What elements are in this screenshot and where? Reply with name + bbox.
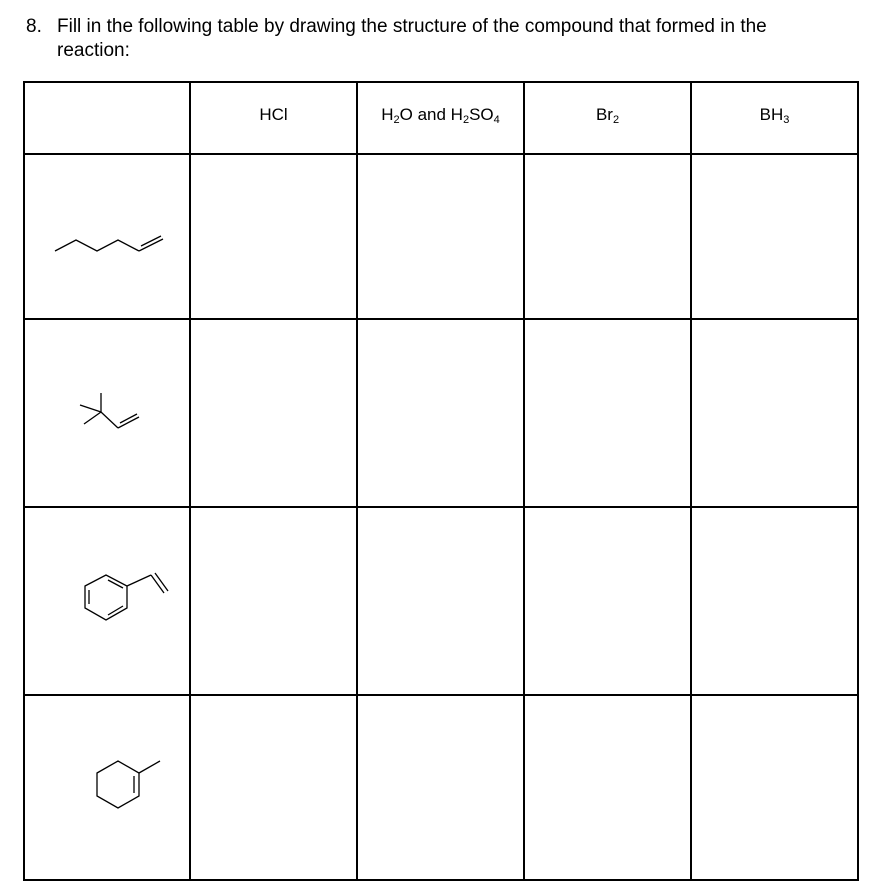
answer-cell-hcl[interactable]	[190, 154, 357, 319]
answer-cell-bh3[interactable]	[691, 319, 858, 507]
reagent-label: $Br_2$	[595, 104, 620, 126]
table-row	[24, 507, 858, 695]
reagent-header-hcl	[190, 82, 357, 154]
answer-cell-h2o-h2so4[interactable]	[357, 319, 524, 507]
styrene-structure	[25, 566, 189, 636]
1-methylcyclohexene-structure	[25, 753, 189, 823]
starting-material-cell	[24, 154, 190, 319]
answer-cell-br2[interactable]	[524, 154, 691, 319]
reagent-header-bh3	[691, 82, 858, 154]
answer-cell-bh3[interactable]	[691, 695, 858, 880]
table-row	[24, 319, 858, 507]
answer-cell-bh3[interactable]	[691, 154, 858, 319]
starting-material-cell	[24, 695, 190, 880]
answer-cell-hcl[interactable]	[190, 695, 357, 880]
3,3-dimethyl-1-butene-structure	[25, 383, 189, 443]
reaction-table-container	[23, 81, 850, 877]
question-number: 8.	[26, 16, 42, 37]
1-hexene-structure	[25, 207, 189, 267]
table-row	[24, 695, 858, 880]
reagent-header-br2	[524, 82, 691, 154]
answer-cell-br2[interactable]	[524, 507, 691, 695]
answer-cell-br2[interactable]	[524, 695, 691, 880]
header-corner-cell	[24, 82, 190, 154]
answer-cell-h2o-h2so4[interactable]	[357, 507, 524, 695]
header-row	[24, 82, 858, 154]
starting-material-cell	[24, 507, 190, 695]
answer-cell-bh3[interactable]	[691, 507, 858, 695]
answer-cell-h2o-h2so4[interactable]	[357, 695, 524, 880]
reagent-label: $H_2O$ and $H_2SO_4$	[381, 104, 500, 126]
answer-cell-h2o-h2so4[interactable]	[357, 154, 524, 319]
reagent-label: $BH_3$	[759, 104, 790, 126]
reagent-label: HCl	[259, 105, 288, 124]
reaction-table	[23, 81, 859, 881]
reagent-header-h2o-h2so4	[357, 82, 524, 154]
answer-cell-hcl[interactable]	[190, 507, 357, 695]
starting-material-cell	[24, 319, 190, 507]
question-text: Fill in the following table by drawing the structure of the compound that formed in the reaction:	[57, 16, 767, 61]
answer-cell-br2[interactable]	[524, 319, 691, 507]
table-row	[24, 154, 858, 319]
answer-cell-hcl[interactable]	[190, 319, 357, 507]
